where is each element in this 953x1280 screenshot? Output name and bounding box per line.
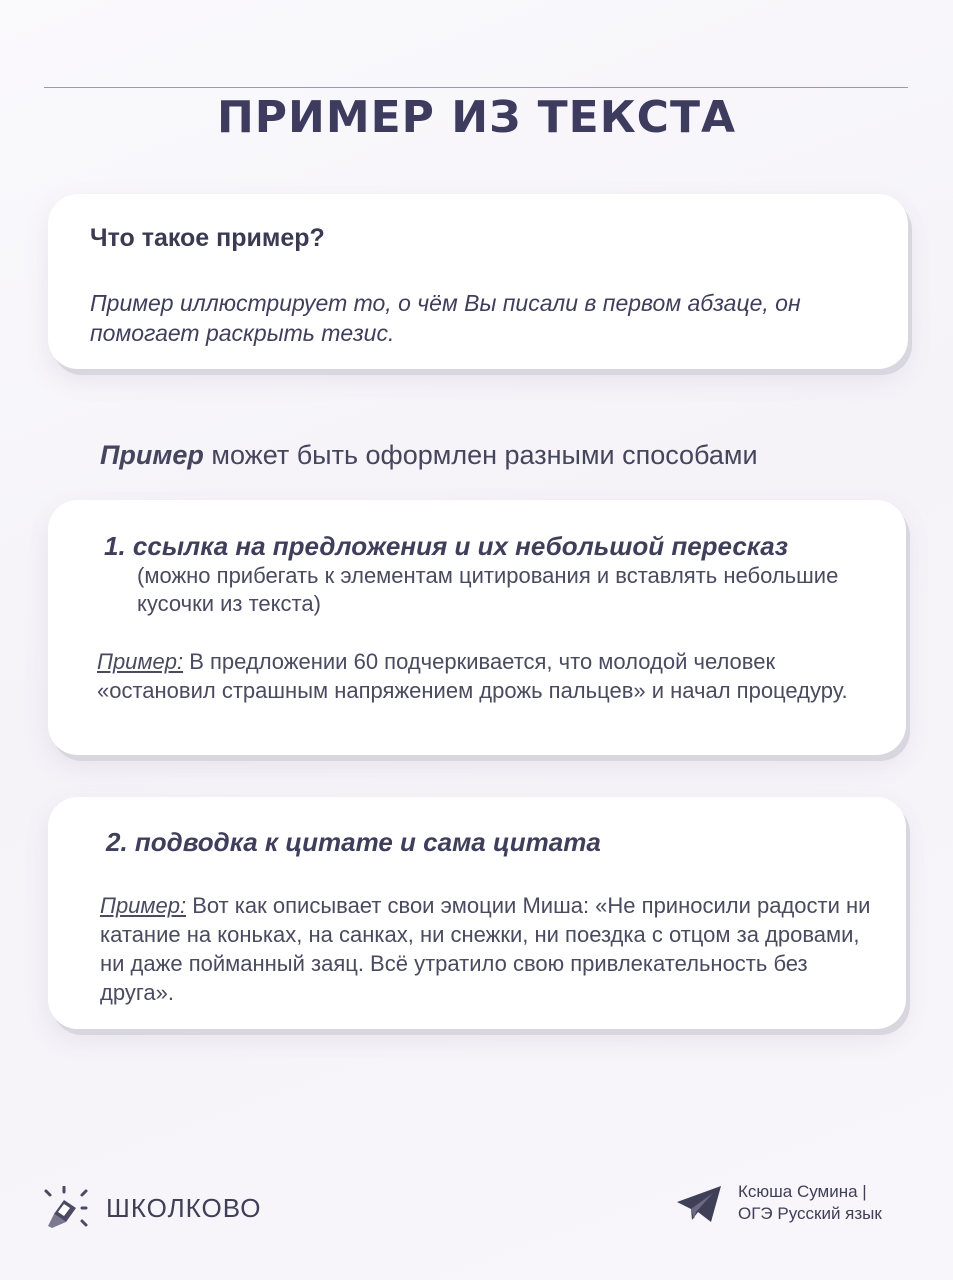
- shkolkovo-logo-icon: [42, 1186, 90, 1230]
- method-1-heading: 1. ссылка на предложения и их небольшой пересказ: [104, 531, 789, 561]
- definition-answer: Пример иллюстрирует то, о чём Вы писали в первом абзаце, он помогает раскрыть тезис.: [90, 290, 801, 346]
- example-text: В предложении 60 подчеркивается, что молодой человек «остановил страшным напряжением дрожь пальцев» и начал процедуру.: [97, 649, 848, 703]
- author-credit: [738, 1181, 882, 1225]
- definition-question: Что такое пример?: [90, 224, 325, 252]
- example-text: Вот как описывает свои эмоции Миша: «Не приносили радости ни катание на коньках, на санках, ни снежки, ни поездка с отцом за дровами, ни даже пойманный заяц. Всё утратило свою привлекательность без друга».: [100, 893, 871, 1005]
- method-2-example: [100, 891, 880, 1007]
- top-divider: [44, 87, 908, 88]
- course-name: ОГЭ Русский язык: [738, 1204, 882, 1223]
- example-label: Пример:: [100, 893, 187, 918]
- page-title: ПРИМЕР ИЗ ТЕКСТА: [216, 92, 737, 143]
- example-label: Пример:: [97, 649, 184, 674]
- brand-name: ШКОЛКОВО: [106, 1193, 262, 1223]
- intro-emphasis: Пример: [100, 440, 204, 470]
- method-1-note: (можно прибегать к элементам цитирования и вставлять небольшие кусочки из текста): [137, 563, 839, 616]
- method-1-example: [97, 647, 887, 705]
- method-card-2: [48, 797, 906, 1029]
- author-name: Ксюша Сумина |: [738, 1182, 867, 1201]
- methods-intro: [100, 440, 758, 471]
- method-card-1: [48, 500, 906, 755]
- method-2-heading: 2. подводка к цитате и сама цитата: [106, 827, 601, 857]
- telegram-icon: [677, 1185, 721, 1223]
- definition-card: [48, 194, 908, 369]
- intro-rest: может быть оформлен разными способами: [203, 440, 758, 470]
